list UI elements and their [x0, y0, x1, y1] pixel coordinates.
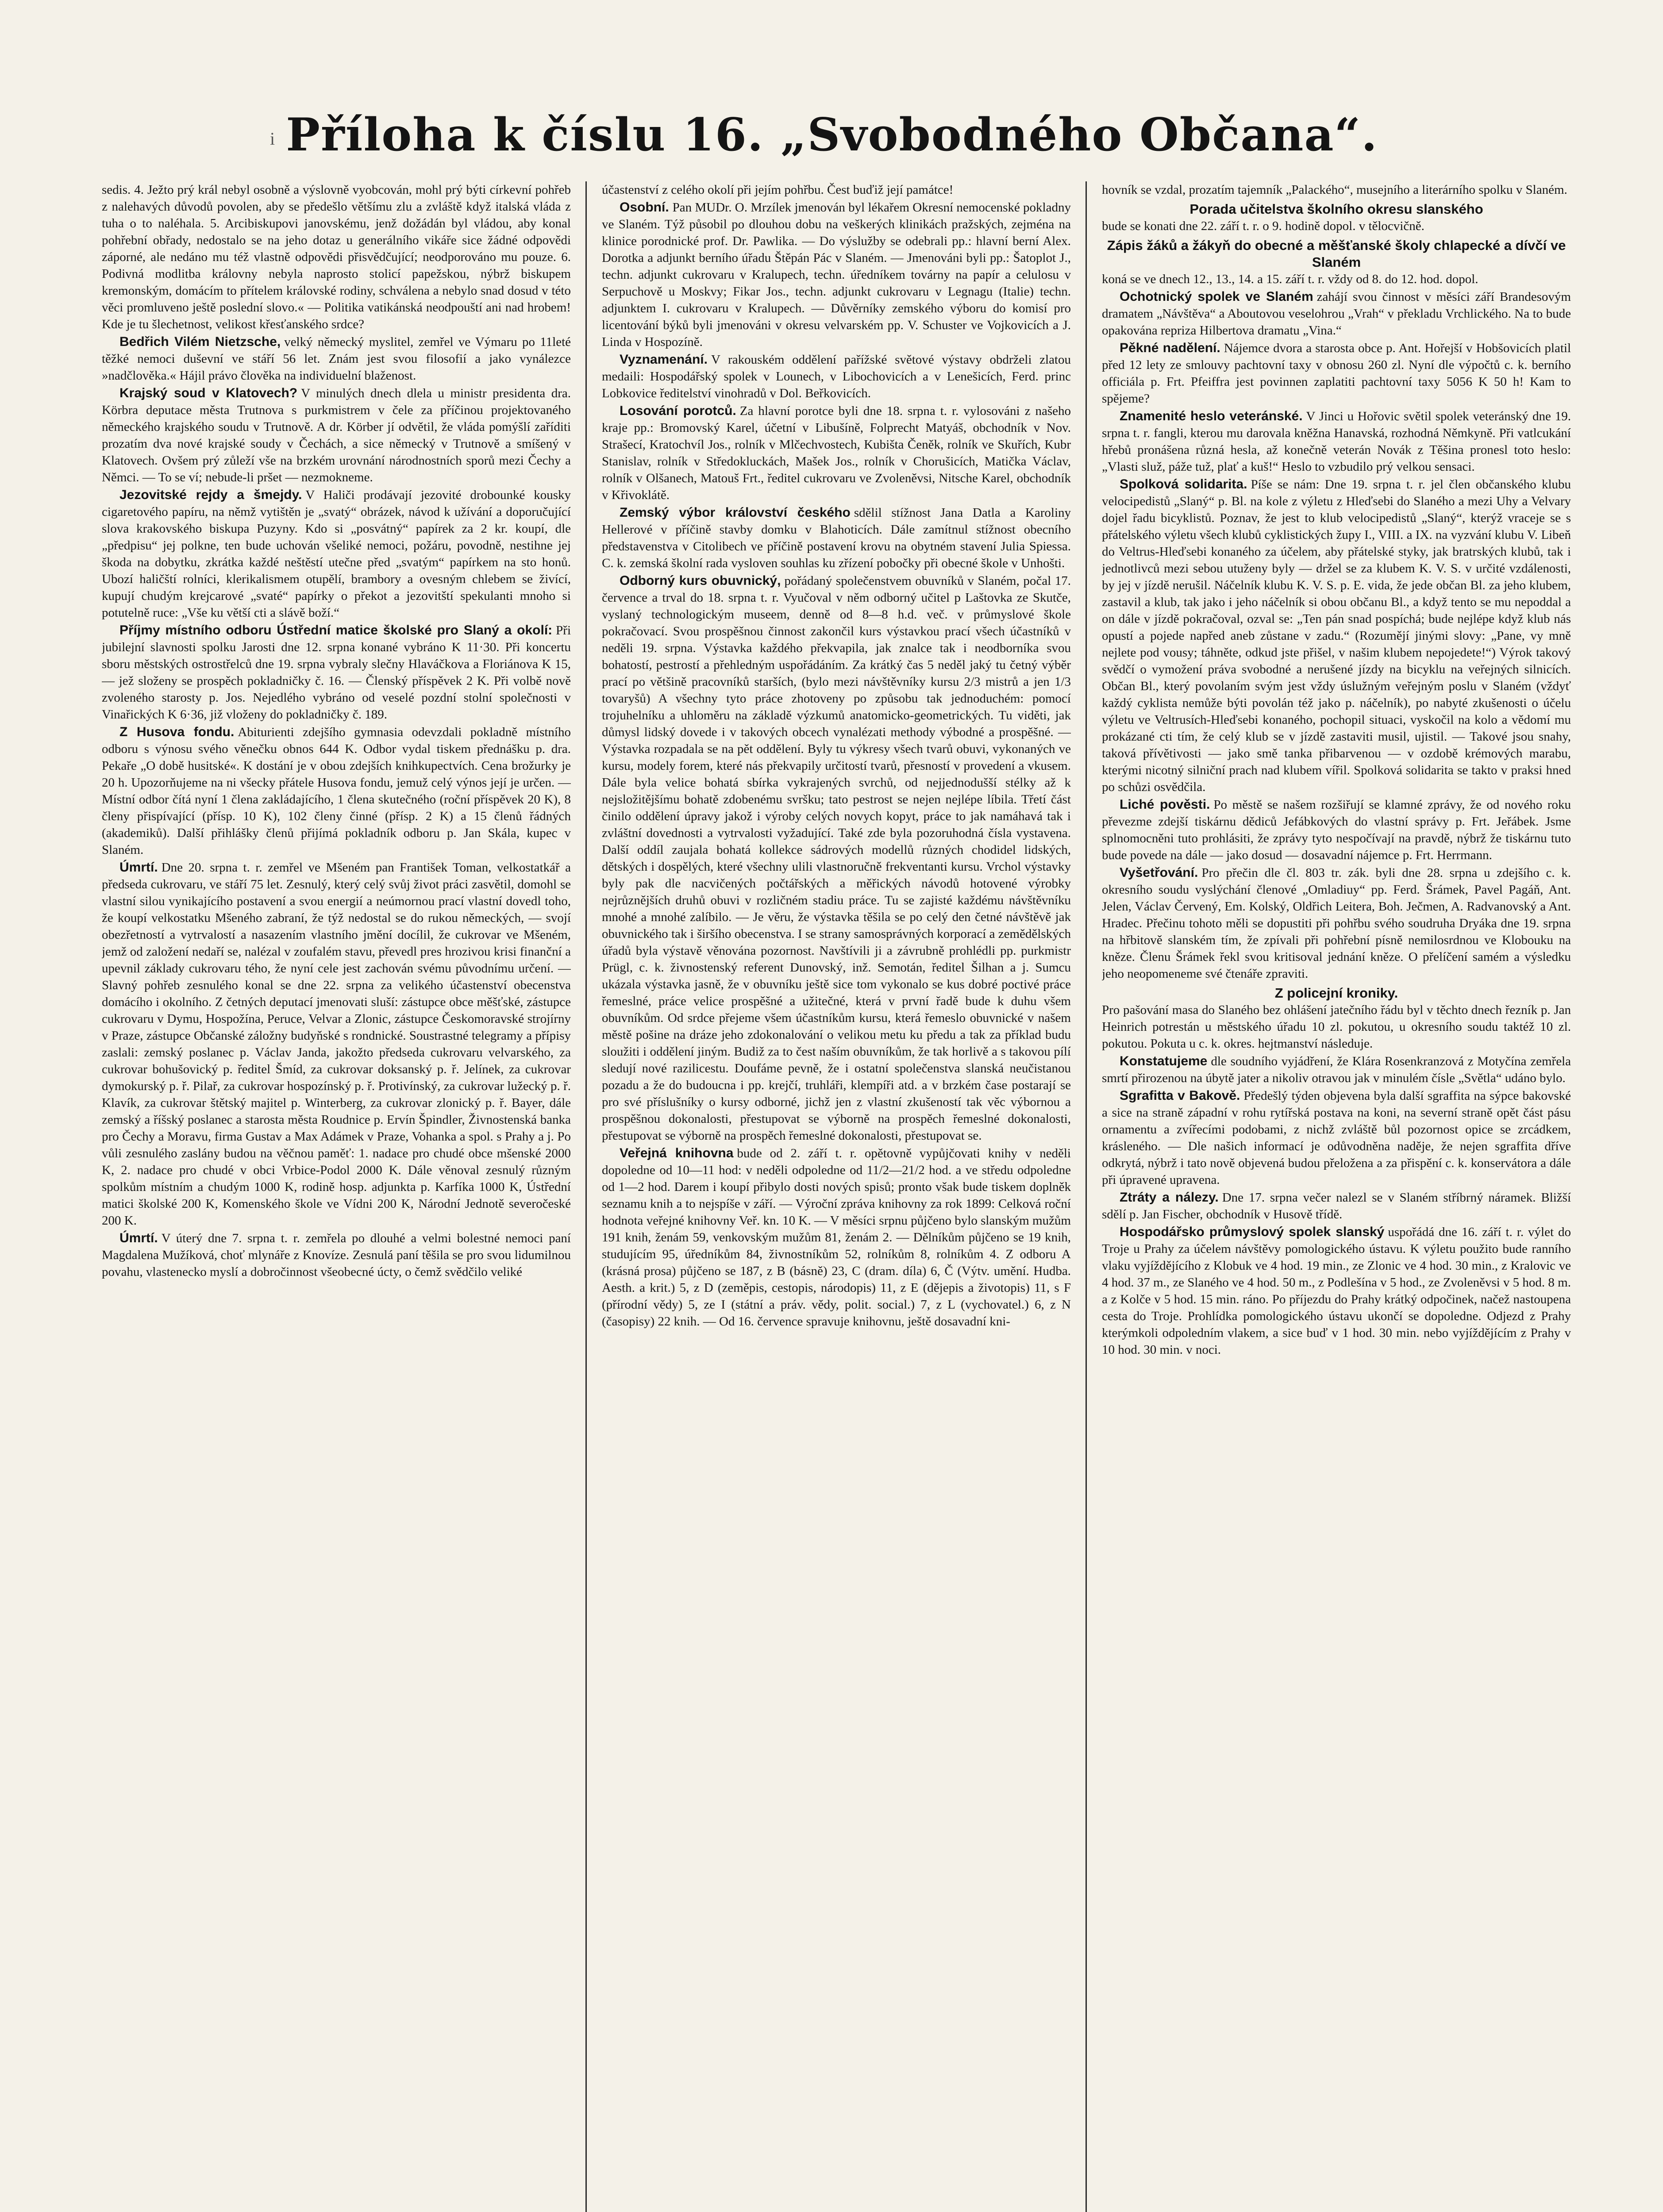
- article-paragraph: [1102, 201, 1571, 234]
- article-text: Za hlavní porotce byli dne 18. srpna t. r. vylosováni z našeho kraje pp.: Bromovský Karel, účetní v Libušíně, Folprecht Matyáš, obchodník v Nov. Strašecí, Kratochvíl Jos., rolník v Mlčechvostech, Kubišta Čeněk, rolník ve Skuřích, Kubr Stanislav, rolník v Středokluckách, Mašek Jos., rolník v Chorušicích, Matička Václav, rolník v Olšanech, Matouš Frt., ředitel cukrovaru ve Zvoleněvsi, Nitsche Karel, obchodník v Křivoklátě.: [602, 404, 1071, 502]
- article-paragraph: [1102, 408, 1571, 475]
- article-text: Nájemce dvora a starosta obce p. Ant. Hořejší v Hobšovicích platil před 12 lety ze smlouvy pachtovní taxy v obnosu 260 zl. Nyní dle výpočtů c. k. berního officiála p. Frt. Pfeiffra jest povinnen zaplatiti pachtovní taxy 5056 K 50 h! Kam to spějeme?: [1102, 341, 1571, 406]
- article-paragraph: [602, 181, 1071, 198]
- masthead-title: Příloha k číslu 16. „Svobodného Občana“.: [286, 108, 1378, 161]
- article-heading: Příjmy místního odboru Ústřední matice školské pro Slaný a okolí:: [119, 623, 553, 637]
- article-heading: Porada učitelstva školního okresu slanského: [1190, 201, 1483, 217]
- article-heading: Sgrafitta v Bakově.: [1120, 1088, 1240, 1103]
- column-rule: [585, 181, 587, 2212]
- column-rule: [1086, 181, 1087, 2212]
- article-text: pořádaný společenstvem obuvníků v Slaném, počal 17. července a trval do 18. srpna t. r. Vyučoval v něm odborný učitel p Laštovka ze Skutče, vyslaný technologickým museem, denně od 8—8 h.d. več. v průmyslové škole pokračovací. Svou prospěšnou činnost zakončil kurs výstavkou prací všech účastníků v neděli 19. srpna. Výstavka každého překvapila, jak znalce tak i neodborníka svou bohatostí, pestrostí a přehledným uspořádáním. Za krátký čas 5 neděl jaký tu četný výběr prací po většině pracovníků starších, (bylo mezi návštěvníky kursu 2/3 mistrů a jen 1/3 tovaryšů) A všechny tyto práce zhotoveny po způsobu tak jednoduchém: pomocí trojuhelníku a uhloměru na základě výzkumů anatomicko-geometrických. Tu viděti, jak důmysl lidský dovede i v takových obcech vynalézati methody výbodné a prospěšné. — Výstavka rozpadala se na pět oddělení. Byly tu výkresy všech tvarů obuvi, vykonaných ve kursu, modely forem, které nás překvapily určitostí tvarů, přesností v provedení a vkusem. Dále byla velice bohatá sbírka vykrajených svrchů, od nejjednodušší stélky až k nejsložitějšímu bohatě zdobenému svršku; tato pestrost se nejen nejlépe líbila. Třetí část činilo oddělení úpravy jakož i výroby celých novych kopyt, práce to jak namáhavá tak i zvláštní dovednosti a vytrvalosti vyžadující. Také zde byla pozoruhodná čísla vystavena. Další oddíl zaujala bohatá kollekce sádrových modellů různých chodidel lidských, dětských i dospělých, které všechny ulili vlastnoručně frekventanti kursu. Vrchol výstavky byly pak dle nacvičených počtářských a měřických návodů hotovené výrobky nejrůznějších druhů obuvi v rozličném stadiu práce. Tu se zajisté každému návštěvníku mnohé a mnohé zalíbilo. — Je věru, že výstavka těšila se po celý den četné návštěvě jak obuvnického tak i širšího obecenstva. I se strany samosprávných korporací a zemědělských úřadů byla výstavě věnována pozornost. Navštívili ji a závrubně prohlédli pp. purkmistr Prügl, c. k. živnostenský referent Dunovský, inž. Semotán, ředitel Šilhan a j. Sumcu ukázala výstavka jasně, že v obuvníku ještě sice tom vykonalo se kus dobré poctivé práce řemeslné, práce velice prospěšné a užitečné, která v první řadě bude k duhu všem obuvníkům. Od srdce přejeme všem účastníkům kursu, která řemeslo obuvnické v našem městě pošine na dráze jeho zdokonalování o velikou metu ku předu a tak za příklad budu sloužiti i oddělení jiným. Budiž za to čest naším obuvníkům, že tak horlivě a s takovou pílí sledují nové razilicestu. Doufáme pevně, že i ostatní společenstva slanská neučistanou pozadu a že do budoucna i pp. krejčí, truhláři, klempíři atd. a v brzkém čase postarají se pro své příslušníky o kursy odborné, jichž jen z vlastní zkušeností tak věc výbornou a prospěšnou dokonalosti, přestupovat se výborně na prospěch řemeslné dokonalosti, přestupovat se výborně na prospěch řemeslné dokonalosti, přestupovat se.: [602, 574, 1071, 1143]
- article-text: sedis. 4. Ježto prý král nebyl osobně a výslovně vyobcován, mohl prý býti církevní pohřeb z nalehavých důvodů povolen, aby se předešlo většímu zlu a zvláště když italská vláda z tuha o to naléhala. 5. Arcibiskupovi janovskému, jenž dožádán byl vládou, aby konal pohřební obřady, nedostalo se na jeho dotaz u generálního vikáře sice žádné odpovědi záporné, ale nedáno mu též vlastně odpovědi přisvědčující; neodporováno mu pouze. 6. Podivná modlitba královny nebyla naprosto stolicí papežskou, nýbrž biskupem kremonským, domácím to přítelem královské rodiny, schválena a nebylo snad dosud v této věci promluveno ještě poslední slovo.« — Politika vatikánská neodpouští ani nad hrobem! Kde je tu šlechetnost, velikost křesťanského srdce?: [102, 183, 571, 331]
- masthead: [97, 97, 1567, 173]
- article-paragraph: [102, 487, 571, 621]
- article-heading: Vyšetřování.: [1120, 865, 1198, 880]
- page-mark: i: [270, 129, 275, 149]
- article-heading: Veřejná knihovna: [620, 1146, 734, 1160]
- article-heading: Liché pověsti.: [1120, 797, 1210, 812]
- article-text: uspořádá dne 16. září t. r. výlet do Troje u Prahy za účelem návštěvy pomologického ústavu. K výletu použito bude ranního vlaku vyjíždějícího z Klobuk ve 4 hod. 19 min., ze Zlonic ve 4 hod. 30 min., z Kralovic ve 4 hod. 37 m., ze Slaného ve 4 hod. 50 m., z Podlešína v 5 hod., ze Zvoleněvsi v 5 hod. 8 m. a z Kolče v 5 hod. 15 min. ráno. Po příjezdu do Prahy krátký odpočinek, načež nastoupena cesta do Troje. Prohlídka pomologického ústavu ukončí se dopoledne. Odjezd z Prahy kterýmkoli odpoledním vlakem, a sice buď v 1 hod. 30 min. nebo vyjíždějícím z Prahy v 10 hod. 30 min. v noci.: [1102, 1225, 1571, 1357]
- article-paragraph: [602, 504, 1071, 572]
- article-heading: Hospodářsko průmyslový spolek slanský: [1120, 1225, 1385, 1239]
- article-heading: Jezovitské rejdy a šmejdy.: [119, 488, 302, 502]
- article-heading: Osobní.: [620, 200, 669, 215]
- article-paragraph: [1102, 476, 1571, 795]
- article-paragraph: [1102, 1224, 1571, 1358]
- article-text: Předešlý týden objevena byla další sgraffita na sýpce bakovské a sice na straně západní v rohu rytířská postava na koni, na severní straně opět část pásu ornamentu a zvířecími podobami, z nichž zvláště bůl pozornost opice se zrcádkem, krásleného. — Dle našich informací je odůvodněna naděje, že nejen sgraffita dříve odkrytá, nýbrž i tato nově objevená budou přeložena a za přispění c. k. konservátora a dále při úpravené upravena.: [1102, 1089, 1571, 1187]
- article-text: dle soudního vyjádření, že Klára Rosenkranzová z Motyčína zemřela smrtí přirozenou na úbytě jater a nikoliv otravou jak v minulém čísle „Světla“ udáno bylo.: [1102, 1054, 1571, 1085]
- article-text: sdělil stížnost Jana Datla a Karoliny Hellerové v příčině stavby domku v Blahoticích. Dále zamítnul stížnost obecního představenstva v Citolibech ve příčině postavení krovu na obytném stavení Julia Spiessa. C. k. zemská školní rada vysloven souhlas ku zřízení pobočky při obecné škole v Unhošti.: [602, 506, 1071, 570]
- article-text: Abiturienti zdejšího gymnasia odevzdali pokladně místního odboru s výnosu svého věnečku obnos 644 K. Odbor vydal tiskem přednášku p. dra. Pekaře „O době husitské«. K dostání je v obou zdejších knihkupectvích. Cena brožurky je 20 h. Upozorňujeme na ni všecky přátele Husova fondu, jemuž celý výnos její je určen. — Místní odbor čítá nyní 1 člena zakládajícího, 1 člena skutečného (roční příspěvek 20 K), 8 členy přispívající (přísp. 10 K), 102 členy činné (přísp. 2 K) a 15 členů řádných (akademiků). Další přihlášky členů přijímá pokladník odboru p. Jan Skála, kupec v Slaném.: [102, 725, 571, 857]
- article-text: koná se ve dnech 12., 13., 14. a 15. září t. r. vždy od 8. do 12. hod. dopol.: [1102, 272, 1478, 286]
- article-text: Dne 20. srpna t. r. zemřel ve Mšeném pan František Toman, velkostatkář a předseda cukrovaru, ve stáří 75 let. Zesnulý, který celý svůj život práci zasvětil, domohl se vlastní silou vynikajícího postavení a svou energií a neúmornou prací vlastní dovedl toho, že koupí velkostatku Mšeného zabraní, že týž nedostal se do rukou německých, — svojí obezřetností a vytrvalostí a nasazením vlastního jmění docílil, že cukrovar ve Mšeném, jemž od založení nedaří se, nalézal v zoufalém stavu, převedl pres hrozivou krisi finanční a upevnil základy cukrovaru tého, že nyní cele jest zachován svému původnímu určení. — Slavný pohřeb zesnulého konal se dne 22. srpna za velikého účastenství obecenstva domácího i okolního. Z četných deputací jmenovati sluší: zástupce obce měšťské, zástupce cukrovaru v Dymu, Hospožína, Peruce, Velvar a Zlonic, zástupce Českomoravské strojírny v Praze, zástupce Občanské záložny budyňské s rondnické. Soustrastné telegramy a přípisy zaslali: zemský poslanec p. Václav Janda, jakožto předseda cukrovaru velvarského, za cukrovar bohušovický p. ředitel Šmíd, za cukrovar doksanský p. ř. Jelínek, za cukrovar dymokurský p. ř. Pilař, za cukrovar hospozínský p. ř. Protivínský, za cukrovar lužecký p. ř. Klavík, za cukrovar štětský majitel p. Winterberg, za cukrovar zlonický p. ř. Bayer, dále zemský a říšský poslanec a starosta města Roudnice p. Ervín Špindler, Živnostenská banka pro Čechy a Moravu, firma Gustav a Max Adámek v Praze, Vohanka a spol. s Prahy a j. Po vůli zesnulého zaslány budou na věčnou paměť: 1. nadace pro chudé obce mšenské 2000 K, 2. nadace pro chudé v obci Vrbice-Podol 2000 K. Dále věnoval zesnulý různým spolkům místním a chudým 1000 K, rodině hosp. adjunkta p. Karfíka 1000 K, Ústřední matici školské 200 K, Komenského škole ve Vídni 200 K, Národní Jednotě severočeské 200 K.: [102, 860, 571, 1228]
- article-heading: Pěkné nadělení.: [1120, 341, 1220, 355]
- article-heading: Z policejní kroniky.: [1274, 985, 1398, 1001]
- article-paragraph: [1102, 1053, 1571, 1087]
- columns: [102, 181, 1571, 2212]
- column-3: [1102, 181, 1571, 2212]
- article-paragraph: [1102, 181, 1571, 198]
- article-text: bude od 2. září t. r. opětovně vypůjčovati knihy v neděli dopoledne od 10—11 hod: v neděli odpoledne od 11/2—21/2 hod. a ve středu odpoledne od 1—2 hod. Darem i koupí přibylo dosti nových spisů; pronto však bude tiskem doplněk seznamu knih a to nejspíše v září. — Výroční zpráva knihovny za rok 1899: Celková roční hodnota veřejné knihovny Veř. kn. 10 K. — V měsíci srpnu půjčeno bylo slanským mužům 191 knih, ženám 59, venkovským mužům 81, ženám 2. — Dělníkům půjčeno se 19 knih, studujícím 95, úředníkům 84, živnostníkům 52, rolníkům 8, rolníkům 4. Z odboru A (krásná prosa) půjčeno se 187, z B (básně) 23, C (dram. díla) 6, Č (Výtv. umění. Hudba. Aesth. a krit.) 5, z D (zeměpis, cestopis, národopis) 11, z E (dějepis a životopis) 11, s F (přírodní vědy) 5, ze I (státní a práv. vědy, polit. social.) 7, z L (vychovatel.) 6, z N (časopisy) 22 knih. — Od 16. července spravuje knihovnu, ještě dosavadní kni-: [602, 1146, 1071, 1329]
- article-text: Pro pašování masa do Slaného bez ohlášení jatečního řádu byl v těchto dnech řezník p. Jan Heinrich potrestán u městského úřadu 10 zl. pokutou, u okresního soudu taktéž 10 zl. pokutou. Pokuta u c. k. okres. hejtmanství následuje.: [1102, 1003, 1571, 1051]
- article-text: V úterý dne 7. srpna t. r. zemřela po dlouhé a velmi bolestné nemoci paní Magdalena Mužíková, choť mlynáře z Knovíze. Zesnulá paní těšila se pro svou lidumilnou povahu, vlastenecko myslí a dobročinnost všeobecné úcty, o čemž svědčilo veliké: [102, 1231, 571, 1279]
- article-text: zahájí svou činnost v měsíci září Brandesovým dramatem „Návštěva“ a Aboutovou veselohrou „Vrah“ v překladu Vrchlického. Na to bude opakována repriza Hilbertova dramatu „Vina.“: [1102, 290, 1571, 338]
- article-heading: Úmrtí.: [119, 860, 158, 875]
- article-paragraph: [1102, 288, 1571, 339]
- article-paragraph: [1102, 237, 1571, 288]
- article-paragraph: [1102, 1087, 1571, 1188]
- article-heading: Vyznamenání.: [620, 352, 708, 367]
- article-paragraph: [102, 334, 571, 384]
- article-paragraph: [602, 351, 1071, 402]
- article-heading: Z Husova fondu.: [119, 725, 235, 739]
- article-paragraph: [102, 622, 571, 723]
- article-heading: Úmrtí.: [119, 1231, 158, 1245]
- article-text: Při jubilejní slavnosti spolku Jarosti dne 12. srpna konané vybráno K 11·30. Při koncertu sboru městských ostrostřelců dne 19. srpna vybraly slečny Hlaváčkova a Floriánova K 15,— jež složeny se prospěch pokladničky č. 16. — Členský příspěvek 2 K. Při volbě nově zvoleného starosty p. Jos. Nejedlého vybráno od veselé pozdní stolní společnosti v Vinařických K 6·36, již vloženy do pokladničky č. 189.: [102, 623, 571, 722]
- article-text: Po městě se našem rozšiřují se klamné zprávy, že od nového roku převezme zdejší tiskárnu dědiců Jefábkových do vlastní správy p. Frt. Jeřábek. Jsme splnomocněni tuto prohlásiti, že zprávy tyto nespočívají na pravdě, nýbrž že tiskárnu tuto bude povede na dále — jako dosud — dosavadní nájemce p. Frt. Herrmann.: [1102, 798, 1571, 862]
- article-paragraph: [102, 724, 571, 858]
- article-paragraph: [602, 199, 1071, 350]
- article-text: Pro přečin dle čl. 803 tr. zák. byli dne 28. srpna u zdejšího c. k. okresního soudu vyslýchání členové „Omladiuy“ pp. Ferd. Šrámek, Pavel Pagáň, Ant. Jelen, Václav Červený, Em. Kolský, Oldřich Leitera, Boh. Ječmen, A. Radvanovský a Ant. Hradec. Přečinu tohoto měli se dopustiti při pohřbu svého soudruha Dryáka dne 19. srpna na hřbitově slanském tím, že zpívali při pohřební písně nemilosrdnou ve Klobouku na kněze. Členu Šrámek řekl svou kritisoval jednání kněze. O přelíčení samém a výsledku jeho neopomeneme své čtenáře zpraviti.: [1102, 866, 1571, 981]
- article-paragraph: [102, 1230, 571, 1280]
- article-paragraph: [1102, 340, 1571, 407]
- article-paragraph: [102, 859, 571, 1229]
- article-paragraph: [1102, 796, 1571, 864]
- article-paragraph: [1102, 864, 1571, 982]
- article-paragraph: [602, 403, 1071, 503]
- article-text: V rakouském oddělení pařížské světové výstavy obdrželi zlatou medaili: Hospodářský spolek v Lounech, v Libochovicích a v Lenešicích, Ferd. princ Lobkovice ředitelství vinohradů v Dol. Beřkovicích.: [602, 353, 1071, 400]
- article-paragraph: [102, 181, 571, 333]
- article-text: V minulých dnech dlela u ministr presidenta dra. Körbra deputace města Trutnova s purkmistrem v čele za příčinou projektovaného německého krajského soudu v Trutnově. A dr. Körber jí odvětil, že vláda pomýšlí zaříditi prozatím dva nové krajské soudy v Čechách, a sice německý v Trutnově a smíšený v Klatovech. Ovšem prý zůleží vše na brzkém urovnání národnostních sporů mezi Čechy a Němci. — To se ví; nebude-li pršet — nezmokneme.: [102, 386, 571, 484]
- article-heading: Spolková solidarita.: [1120, 477, 1247, 492]
- article-text: Pan MUDr. O. Mrzílek jmenován byl lékařem Okresní nemocenské pokladny ve Slaném. Týž působil po dlouhou dobu na veškerých klinikách pražských, zejména na klinice porodnické prof. Dr. Pawlika. — Do výslužby se odebrali pp.: hlavní berní Alex. Dorotka a adjunkt berního úřadu Štěpán Pác v Slaném. — Jmenováni byli pp.: Šatoplot J., techn. adjunkt cukrovaru v Kralupech, techn. úředníkem továrny na papír a celulosu v Serpuchově u Moskvy; Fikar Jos., techn. adjunkt cukrovaru v Legnagu (Italie) techn. adjunktem I. cukrovaru v Kralupech. — Důvěrníky zemského výboru do komisí pro licentování býků byli jmenováni v okresu velvarském pp. V. Schuster ve Vojkovicích a J. Linda v Hospozíně.: [602, 200, 1071, 349]
- article-heading: Konstatujeme: [1120, 1054, 1208, 1068]
- article-text: velký německý myslitel, zemřel ve Výmaru po 11leté těžké nemoci duševní ve stáří 56 let. Znám jest svou filosofií a jako vynálezce »nadčlověka.« Hájil právo člověka na individuelní blaženost.: [102, 335, 571, 383]
- article-text: V Jinci u Hořovic světil spolek veteránský dne 19. srpna t. r. fangli, kterou mu darovala kněžna Hanavská, rozhodná Němkyně. Při vatlcukání hřebů pronášena různá hesla, až konečně veterán Novák z Těšina pronesl toto heslo: „Vlasti služ, páže tuž, plať a kuš!“ Heslo to vzbudilo prý velkou sensaci.: [1102, 409, 1571, 474]
- article-text: hovník se vzdal, prozatím tajemník „Palackého“, musejního a literárního spolku v Slaném.: [1102, 183, 1567, 197]
- article-heading: Ztráty a nálezy.: [1120, 1190, 1219, 1205]
- article-text: bude se konati dne 22. září t. r. o 9. hodině dopol. v tělocvičně.: [1102, 219, 1424, 233]
- article-paragraph: [102, 385, 571, 486]
- article-paragraph: [1102, 1189, 1571, 1223]
- article-heading: Ochotnický spolek ve Slaném: [1120, 289, 1313, 304]
- article-heading: Losování porotců.: [620, 403, 736, 418]
- article-heading: Odborný kurs obuvnický,: [620, 573, 781, 588]
- article-paragraph: [1102, 985, 1571, 1052]
- article-paragraph: [602, 1145, 1071, 1330]
- column-2: [602, 181, 1071, 2212]
- article-heading: Bedřich Vilém Nietzsche,: [119, 334, 281, 349]
- article-heading: Zemský výbor království českého: [620, 505, 851, 520]
- article-text: Dne 17. srpna večer nalezl se v Slaném stříbrný náramek. Bližší sdělí p. Jan Fischer, obchodník v Husově třídě.: [1102, 1190, 1571, 1221]
- article-heading: Znamenité heslo veteránské.: [1120, 409, 1303, 423]
- article-text: V Haliči prodávají jezovité drobounké kousky cigaretového papíru, na němž vytištěn je „svatý“ obrázek, návod k užívání a doporučující slova krakovského biskupa Puzyny. Kdo si „posvátný“ papírek za 2 kr. koupí, dle „předpisu“ jej polkne, ten bude uchován všeliké nemoci, požáru, povodně, nestihne jej škoda na dobytku, zkrátka každé neštěstí utečne před „svatým“ papírkem na sto honů. Ubozí haličští rolníci, klerikalismem otupělí, brambory a ovesným chlebem se živící, kupují chudým krejcarové „svaté“ papírky o překot a jezovitští spekulanti mnoho si potutelně ruce: „Vše ku větší cti a slávě boží.“: [102, 488, 571, 620]
- column-1: [102, 181, 571, 2212]
- article-heading: Zápis žáků a žákyň do obecné a měšťanské školy chlapecké a dívčí ve Slaném: [1107, 238, 1566, 270]
- article-heading: Krajský soud v Klatovech?: [119, 386, 298, 400]
- article-text: účastenství z celého okolí při jejím pohřbu. Čest buďiž její památce!: [602, 183, 954, 197]
- article-paragraph: [602, 572, 1071, 1144]
- article-text: Píše se nám: Dne 19. srpna t. r. jel člen občanského klubu velocipedistů „Slaný“ p. Bl. na kole z výletu z Hleďsebi do Slaného a mezi Uhy a Velvary dojel řadu bicyklistů. Poznav, že jest to klub velocipedistů „Slaný“, kterýž vraceje se s přátelského výletu všech klubů cyklistických župy I., VIII. a IX. na vyzvání klubu V. Libeň do Veltrus-Hleďsebi konaného za účelem, aby přátelské styky, jak bratrských klubů, tak i jednotlivců mezi sebou utuženy byly — držel se za klubem K. V. S. v určité vzdálenosti, by jej v jízdě nerušil. Náčelník klubu K. V. S. p. E. vida, že jede občan Bl. za jeho klubem, zastavil a klub, tak jako i jeho náčelník si obou občanu Bl., a když tento se mu nepoddal a on dále v jízdě pokračoval, ozval se: „Ten pán snad pospíchá; bude nejlépe když klub nás opustí a pojede napřed aneb zůstane v zadu.“ (Rozumějí jinými slovy: „Pane, vy mně nejlete pod vousy; táhněte, odkud jste přišel, v našim klubem nepojedete!“) Výrok takový svědčí o vymožení práva svobodné a nerušené jízdy na bicyklu na veřejných silnicích. Občan Bl., který povolaním svým jest vždy úslužným veřejným poslu v Slaném (vždyť každý cyklista nemůže býti povolán též jako p. náčelník), po nabyté zkušenosti o účelu výletu ve Veltrusích-Hleďsebi konaného, pochopil situaci, vyskočil na kolo a vědomí mu prokázané cti tím, že celý klub se v jízdě zastaviti musil, ujistil. — Takové jsou snahy, taková přívětivosti — jako smě tanka přibarvenou — v ozdobě krémových marabu, kterými nicotný silniční prach nad klubem vířil. Spolková solidarita se takto v praksi hned po schůzi osvědčila.: [1102, 477, 1571, 794]
